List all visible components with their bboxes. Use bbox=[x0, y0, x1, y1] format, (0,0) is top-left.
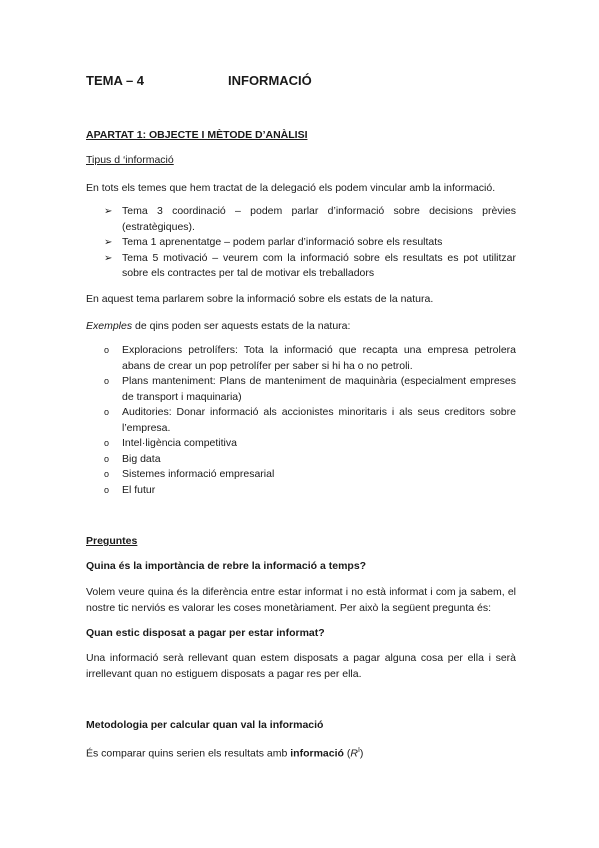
paragraph-1: Volem veure quina és la diferència entre estar informat i no està informat i com ja sabem, el nostre tic nerviós es valorar les coses monetàriament. Per això la següent pregunta és: bbox=[86, 586, 516, 614]
circle-bullet-icon: o bbox=[104, 469, 110, 479]
circle-bullet-icon: o bbox=[104, 484, 110, 495]
arrow-bullet-icon: ➢ bbox=[104, 252, 113, 264]
circle-bullet-icon: o bbox=[104, 376, 110, 386]
question-2: Quan estic disposat a pagar per estar informat? bbox=[86, 627, 325, 639]
list-item: o Sistemes informació empresarial bbox=[104, 467, 516, 483]
section-heading: APARTAT 1: OBJECTE I MÈTODE D’ANÀLISI bbox=[86, 129, 308, 141]
arrow-bullet-icon: ➢ bbox=[104, 237, 113, 248]
tema-label: TEMA – 4 bbox=[86, 73, 145, 88]
examples-list bbox=[104, 343, 516, 498]
question-1: Quina és la importància de rebre la informació a temps? bbox=[86, 560, 367, 572]
document-title: INFORMACIÓ bbox=[228, 73, 312, 88]
circle-bullet-icon: o bbox=[104, 438, 110, 448]
arrow-list bbox=[104, 204, 516, 282]
list-item: o Intel·ligència competitiva bbox=[104, 436, 516, 452]
metodologia-paragraph: És comparar quins serien els resultats amb informació $(R^I)$ bbox=[86, 747, 364, 760]
list-item: o Plans manteniment: Plans de manteniment de maquinària (especialment empreses de transport i maquinaria) bbox=[104, 375, 516, 403]
examples-paragraph: Exemples de qins poden ser aquests estats de la natura: bbox=[86, 320, 351, 332]
list-item: ➢ Tema 1 aprenentatge – podem parlar d’informació sobre els resultats bbox=[104, 235, 516, 251]
circle-bullet-icon: o bbox=[104, 345, 110, 355]
list-item: o Big data bbox=[104, 452, 516, 468]
intro-paragraph: En tots els temes que hem tractat de la delegació els podem vincular amb la informació. bbox=[86, 182, 496, 194]
list-item: ➢ Tema 5 motivació – veurem com la informació sobre els resultats es pot utilitzar sobre els contractes per tal de motivar els treballadors bbox=[104, 251, 516, 279]
paragraph-2: Una informació serà rellevant quan estem disposats a pagar alguna cosa per ella i serà irrellevant quan no estiguem disposats a pagar res per ella. bbox=[86, 652, 516, 680]
list-item: o Auditories: Donar informació als accionistes minoritaris i als seus creditors sobre l’empresa. bbox=[104, 406, 516, 434]
arrow-bullet-icon: ➢ bbox=[104, 206, 113, 217]
nature-paragraph: En aquest tema parlarem sobre la informació sobre els estats de la natura. bbox=[86, 293, 434, 305]
examples-label: Exemples bbox=[86, 320, 133, 332]
result-variable: R bbox=[350, 747, 358, 760]
list-item: ➢ Tema 3 coordinació – podem parlar d’informació sobre decisions prèvies (estratègiques). bbox=[104, 205, 516, 233]
list-item: o El futur bbox=[104, 483, 516, 499]
metodologia-heading: Metodologia per calcular quan val la informació bbox=[86, 719, 324, 731]
circle-bullet-icon: o bbox=[104, 453, 110, 464]
circle-bullet-icon: o bbox=[104, 407, 110, 417]
list-item: o Exploracions petrolífers: Tota la informació que recapta una empresa petrolera abans de crear un pop petrolífer per saber si hi ha o no petroli. bbox=[104, 344, 516, 372]
section-subheading: Tipus d ‘informació bbox=[86, 154, 174, 166]
preguntes-heading: Preguntes bbox=[86, 535, 138, 547]
